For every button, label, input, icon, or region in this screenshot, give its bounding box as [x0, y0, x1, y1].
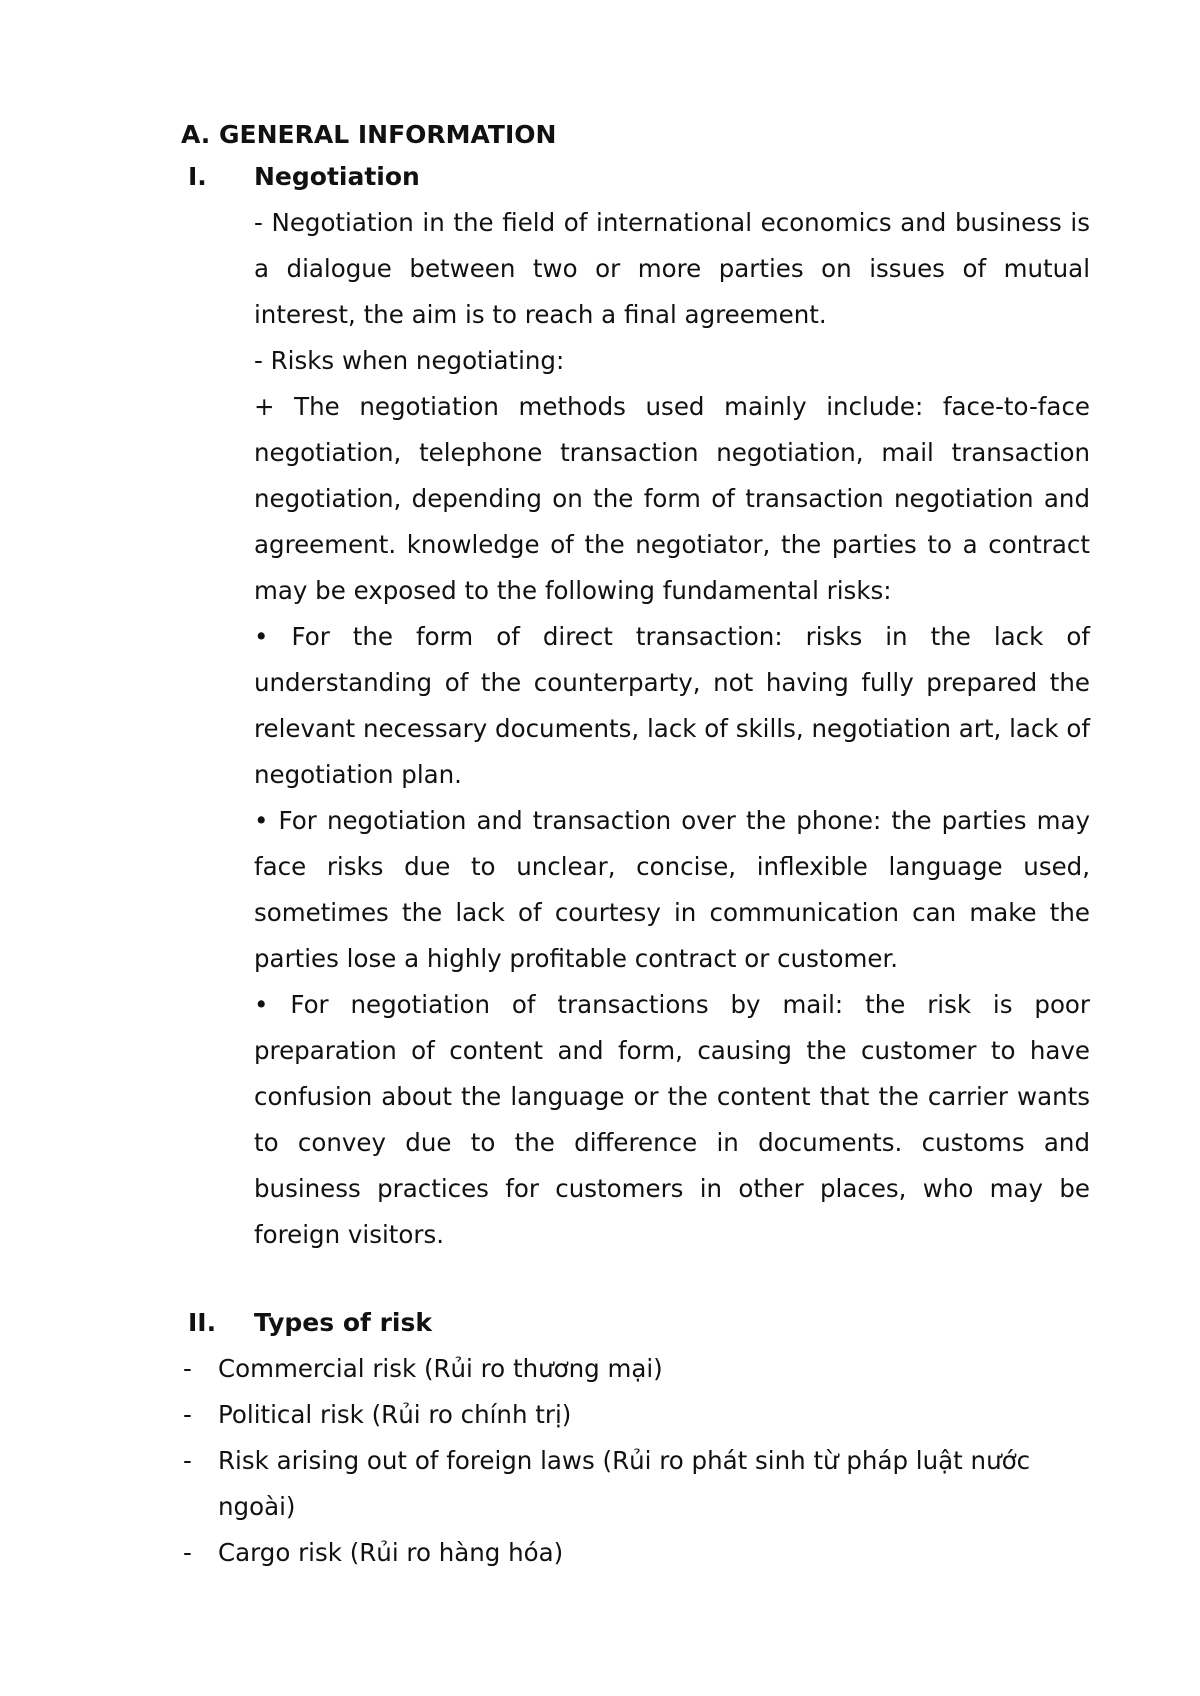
heading-number: II. [188, 1308, 217, 1337]
heading-number: I. [188, 162, 207, 191]
heading-negotiation [188, 154, 420, 200]
paragraph-direct-transaction: • For the form of direct transaction: risks in the lack of understanding of the counterparty, not having fully prepared the relevant necessary documents, lack of skills, negotiation art, lack of negotiation plan. [254, 622, 1090, 789]
negotiation-body [254, 200, 1090, 1258]
section-title: A. GENERAL INFORMATION [181, 120, 557, 149]
list-item [181, 1392, 1101, 1438]
list-item-text: Risk arising out of foreign laws (Rủi ro phát sinh từ pháp luật nước ngoài) [218, 1446, 1031, 1521]
list-item [181, 1438, 1101, 1530]
list-marker: - [183, 1538, 192, 1567]
heading-title: Negotiation [254, 162, 420, 191]
list-marker: - [183, 1400, 192, 1429]
heading-types-of-risk [188, 1300, 432, 1346]
heading-title: Types of risk [254, 1308, 432, 1337]
paragraph-risks-intro: - Risks when negotiating: [254, 346, 565, 375]
list-marker: - [183, 1446, 192, 1475]
paragraph-methods: + The negotiation methods used mainly include: face-to-face negotiation, telephone transaction negotiation, mail transaction negotiation, depending on the form of transaction negotiation and agreement. knowledge of the negotiator, the parties to a contract may be exposed to the following fundamental risks: [254, 392, 1090, 605]
list-item-text: Cargo risk (Rủi ro hàng hóa) [218, 1538, 564, 1567]
paragraph-mail-transaction: • For negotiation of transactions by mail: the risk is poor preparation of content and form, causing the customer to have confusion about the language or the content that the carrier wants to convey due to the difference in documents. customs and business practices for customers in other places, who may be foreign visitors. [254, 990, 1090, 1249]
paragraph-phone-transaction: • For negotiation and transaction over the phone: the parties may face risks due to unclear, concise, inflexible language used, sometimes the lack of courtesy in communication can make the parties lose a highly profitable contract or customer. [254, 806, 1090, 973]
list-item-text: Commercial risk (Rủi ro thương mại) [218, 1354, 663, 1383]
list-item-text: Political risk (Rủi ro chính trị) [218, 1400, 572, 1429]
list-item [181, 1346, 1101, 1392]
paragraph-definition: - Negotiation in the field of international economics and business is a dialogue between two or more parties on issues of mutual interest, the aim is to reach a final agreement. [254, 208, 1090, 329]
risk-types-list [181, 1346, 1101, 1576]
list-marker: - [183, 1354, 192, 1383]
list-item [181, 1530, 1101, 1576]
